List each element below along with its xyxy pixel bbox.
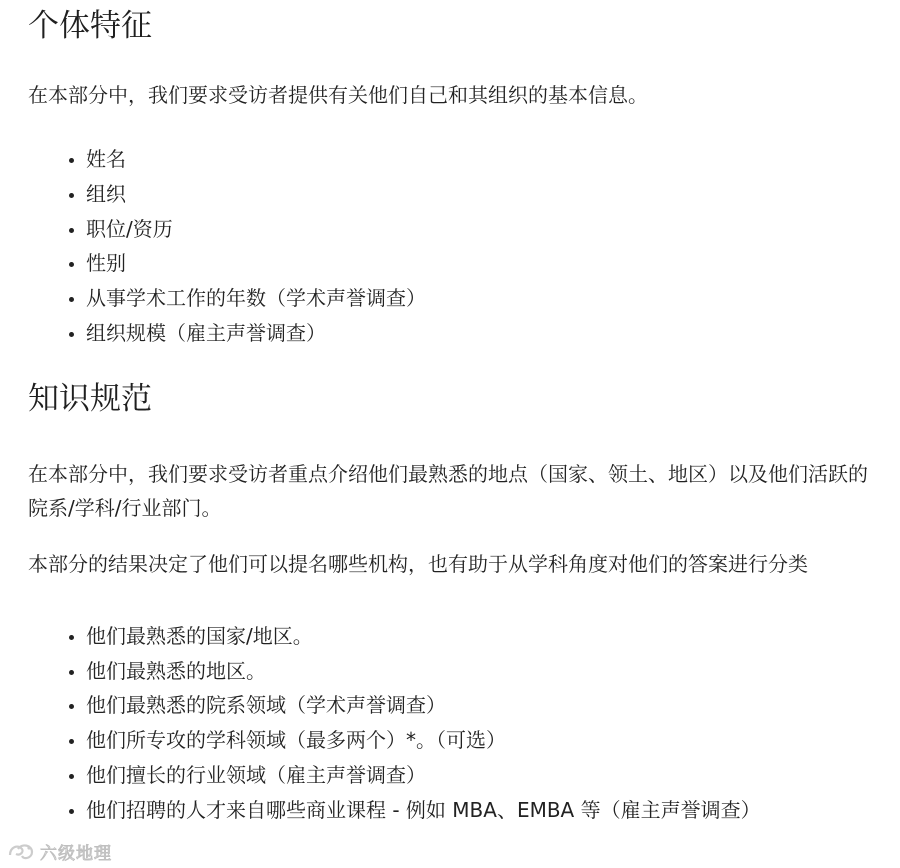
list-item: • 他们最熟悉的国家/地区。 — [86, 619, 872, 654]
list-item: • 从事学术工作的年数（学术声誉调查） — [86, 281, 872, 316]
section-paragraph-1: 在本部分中，我们要求受访者重点介绍他们最熟悉的地点（国家、领土、地区）以及他们活跃的院系/学科/行业部门。 — [28, 461, 868, 520]
list-item: • 他们最熟悉的院系领域（学术声誉调查） — [86, 688, 872, 723]
list-item: • 姓名 — [86, 142, 872, 177]
section-heading-individual-characteristics: 个体特征 — [28, 8, 152, 44]
document-body — [28, 0, 872, 828]
list-item: • 他们所专攻的学科领域（最多两个）*。（可选） — [86, 723, 872, 758]
section-intro-paragraph: 在本部分中，我们要求受访者提供有关他们自己和其组织的基本信息。 — [28, 83, 648, 107]
bullet-list-individual-characteristics — [28, 142, 872, 351]
watermark-logo-icon — [6, 841, 36, 863]
list-item: • 职位/资历 — [86, 212, 872, 247]
list-item: • 他们最熟悉的地区。 — [86, 654, 872, 689]
bullet-list-knowledge-specification — [28, 619, 872, 828]
section-paragraph-2: 本部分的结果决定了他们可以提名哪些机构，也有助于从学科角度对他们的答案进行分类 — [28, 551, 808, 576]
list-item: • 组织规模（雇主声誉调查） — [86, 316, 872, 351]
list-item: • 他们招聘的人才来自哪些商业课程 - 例如 MBA、EMBA 等（雇主声誉调查） — [86, 793, 872, 828]
watermark-text: 六级地理 — [40, 844, 112, 864]
watermark — [6, 839, 112, 864]
section-heading-knowledge-specification: 知识规范 — [28, 380, 152, 417]
list-item: • 组织 — [86, 177, 872, 212]
list-item: • 性别 — [86, 246, 872, 281]
list-item: • 他们擅长的行业领域（雇主声誉调查） — [86, 758, 872, 793]
